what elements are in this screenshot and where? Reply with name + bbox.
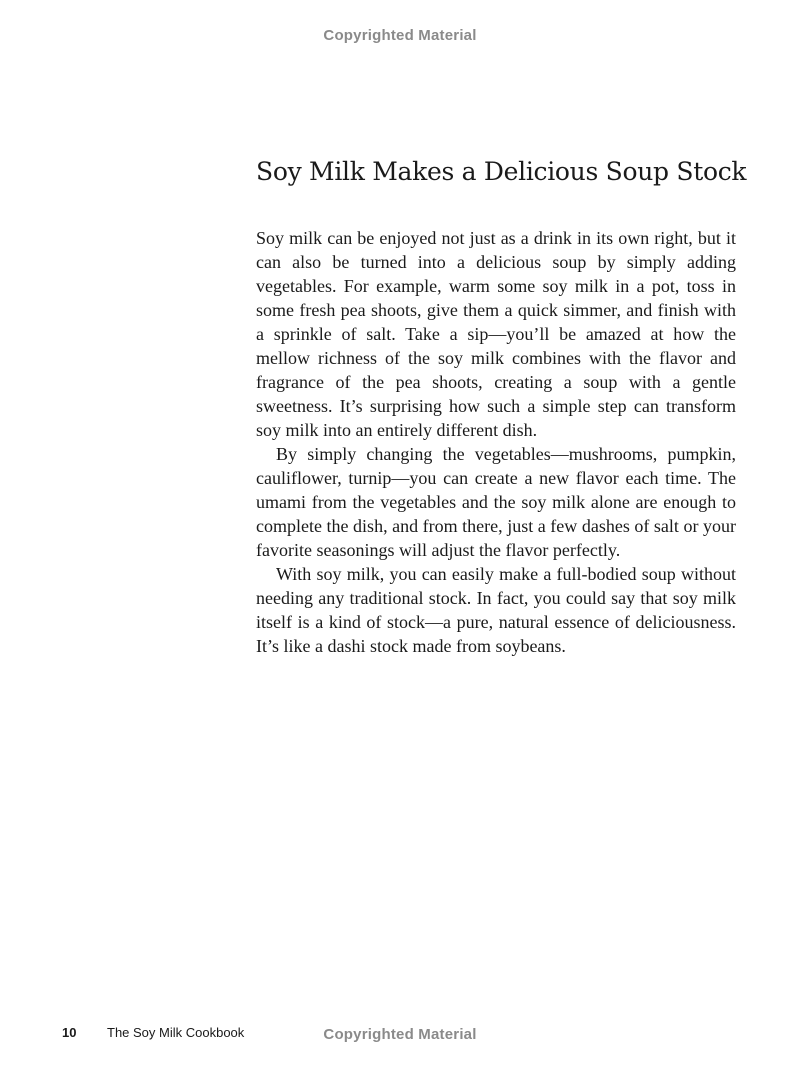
paragraph-1: Soy milk can be enjoyed not just as a drink in its own right, but it can also be turned into a delicious soup by simply adding vegetables. For example, warm some soy milk in a pot, toss in some fresh pea shoots, give them a quick simmer, and finish with a sprinkle of salt. Take a sip—you’ll be amazed at how the mellow richness of the soy milk combines with the flavor and fragrance of the pea shoots, creating a soup with a gentle sweetness. It’s surprising how such a simple step can transform soy milk into an entirely different dish.	[256, 228, 736, 440]
paragraph-2: By simply changing the vegetables—mushrooms, pumpkin, cauliflower, turnip—you can create a new flavor each time. The umami from the vegetables and the soy milk alone are enough to complete the dish, and from there, just a few dashes of salt or your favorite seasonings will adjust the flavor perfectly.	[256, 444, 736, 560]
watermark-top: Copyrighted Material	[323, 27, 477, 44]
running-footer-book-title: The Soy Milk Cookbook	[107, 1025, 245, 1040]
paragraph-3: With soy milk, you can easily make a full-bodied soup without needing any traditional stock. In fact, you could say that soy milk itself is a kind of stock—a pure, natural essence of deliciousness. It’s like a dashi stock made from soybeans.	[256, 564, 736, 656]
page-number: 10	[62, 1025, 77, 1040]
watermark-bottom: Copyrighted Material	[323, 1026, 477, 1043]
body-text	[256, 226, 736, 658]
chapter-title: Soy Milk Makes a Delicious Soup Stock	[256, 157, 747, 186]
